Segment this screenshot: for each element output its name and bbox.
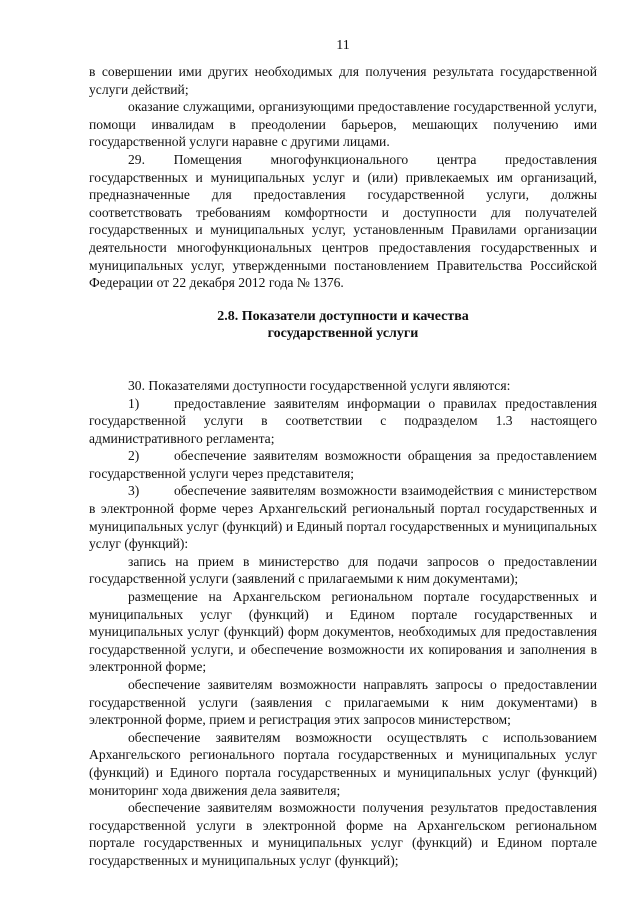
subparagraph: обеспечение заявителям возможности направлять запросы о предоставлении государственной услуги (заявления с прилагаемыми к ним документами) в электронной форме, прием и регистрация этих запросов министерством;: [89, 677, 597, 728]
list-item: [89, 447, 597, 482]
section-heading-line-1: 2.8. Показатели доступности и качества: [217, 308, 469, 324]
paragraph: оказание служащими, организующими предоставление государственной услуги, помощи инвалидам в преодолении барьеров, мешающих получению ими государственной услуги наравне с другими лицами.: [89, 99, 597, 150]
subparagraph: запись на прием в министерство для подачи запросов о предоставлении государственной услуги (заявлений с прилагаемыми к ним документами);: [89, 553, 597, 587]
document-body: [89, 63, 597, 870]
page-number: 11: [336, 38, 350, 53]
list-item-text: предоставление заявителям информации о правилах предоставления государственной услуги в соответствии с подразделом 1.3 настоящего административного регламента;: [89, 395, 597, 446]
section-heading-line-2: государственной услуги: [267, 326, 419, 342]
list-item: [89, 482, 597, 552]
subparagraph: обеспечение заявителям возможности осуществлять с использованием Архангельского регионального портала государственных и муниципальных услуг (функций) и Единого портала государственных и муниципальных услуг (функций) мониторинг хода движения дела заявителя;: [89, 729, 597, 798]
paragraph-29: 29. Помещения многофункционального центра предоставления государственных и муниципальных услуг и (или) привлекаемых им организаций, предназначенные для предоставления государственной услуги, должны соответствовать требованиям комфортности и доступности для получателей государственных и муниципальных услуг, установленным Правилами организации деятельности многофункциональных центров предоставления государственных и муниципальных услуг, утвержденными постановлением Правительства Российской Федерации от 22 декабря 2012 года № 1376.: [89, 151, 597, 291]
list-item-number: 1): [128, 395, 140, 411]
list-item-number: 3): [128, 483, 140, 499]
list-item-number: 2): [128, 448, 140, 464]
subparagraph: обеспечение заявителям возможности получения результатов предоставления государственной услуги в электронной форме на Архангельском региональном портале государственных и муниципальных услуг (функций) и Едином портале государственных и муниципальных услуг (функций);: [89, 800, 597, 868]
list-item-text: обеспечение заявителям возможности взаимодействия с министерством в электронной форме через Архангельский региональный портал государственных и муниципальных услуг (функций) и Единый портал государственных и муниципальных услуг (функций):: [89, 483, 597, 552]
paragraph-30-intro: 30. Показателями доступности государственной услуги являются:: [128, 377, 511, 393]
list-item: [89, 395, 597, 448]
subparagraph: размещение на Архангельском региональном портале государственных и муниципальных услуг (функций) и Едином портале государственных и муниципальных услуг (функций) форм документов, необходимых для предоставления государственной услуги, и обеспечение возможности их копирования и заполнения в электронной форме;: [89, 589, 597, 675]
paragraph: в совершении ими других необходимых для получения результата государственной услуги действий;: [89, 64, 597, 97]
section-heading: [89, 308, 597, 343]
list-item-text: обеспечение заявителям возможности обращения за предоставлением государственной услуги через представителя;: [89, 448, 597, 481]
